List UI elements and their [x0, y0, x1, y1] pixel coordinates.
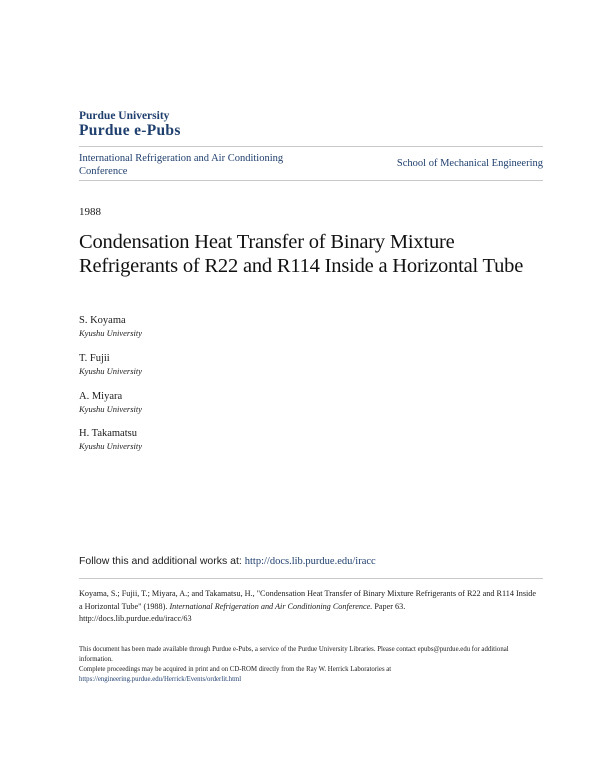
herrick-link[interactable]: https://engineering.purdue.edu/Herrick/Events/orderlit.html [79, 676, 242, 683]
author-name: A. Miyara [79, 391, 123, 402]
citation-divider [79, 578, 543, 579]
notice-block [79, 645, 541, 685]
author-affiliation: Kyushu University [79, 441, 143, 451]
school-link[interactable]: School of Mechanical Engineering [396, 158, 543, 169]
author-affiliation: Kyushu University [79, 366, 143, 376]
citation-text: Koyama, S.; Fujii, T.; Miyara, A.; and Takamatsu, H., "Condensation Heat Transfer of Binary Mixture Refrigerants of R22 and R114 Inside a Horizontal Tube" (1988). [79, 589, 537, 611]
follow-label: Follow this and additional works at: [79, 555, 245, 567]
citation-paper-number: Paper 63. [372, 601, 406, 611]
citation-block [79, 588, 541, 626]
header-top-divider [79, 146, 543, 147]
notice-availability: This document has been made available through Purdue e-Pubs, a service of the Purdue University Libraries. Please contact epubs@purdue.edu for additional information. [79, 646, 509, 663]
citation-venue: International Refrigeration and Air Conditioning Conference. [169, 601, 373, 611]
author-affiliation: Kyushu University [79, 328, 143, 338]
follow-link[interactable]: http://docs.lib.purdue.edu/iracc [244, 556, 376, 567]
citation-url[interactable]: http://docs.lib.purdue.edu/iracc/63 [79, 614, 192, 623]
university-name: Purdue University [79, 110, 170, 122]
header-bottom-divider [79, 180, 543, 181]
author-name: S. Koyama [79, 315, 126, 326]
author-name: H. Takamatsu [79, 428, 137, 439]
follow-line [79, 555, 376, 567]
author-affiliation: Kyushu University [79, 404, 143, 414]
paper-title: Condensation Heat Transfer of Binary Mixture Refrigerants of R22 and R114 Inside a Horizontal Tube [79, 231, 524, 277]
author-name: T. Fujii [79, 353, 110, 364]
publication-year: 1988 [79, 206, 101, 218]
notice-proceedings: Complete proceedings may be acquired in print and on CD-ROM directly from the Ray W. Herrick Laboratories at [79, 666, 392, 673]
conference-link[interactable]: International Refrigeration and Air Conditioning Conference [79, 153, 284, 177]
repository-name[interactable]: Purdue e-Pubs [79, 122, 181, 139]
